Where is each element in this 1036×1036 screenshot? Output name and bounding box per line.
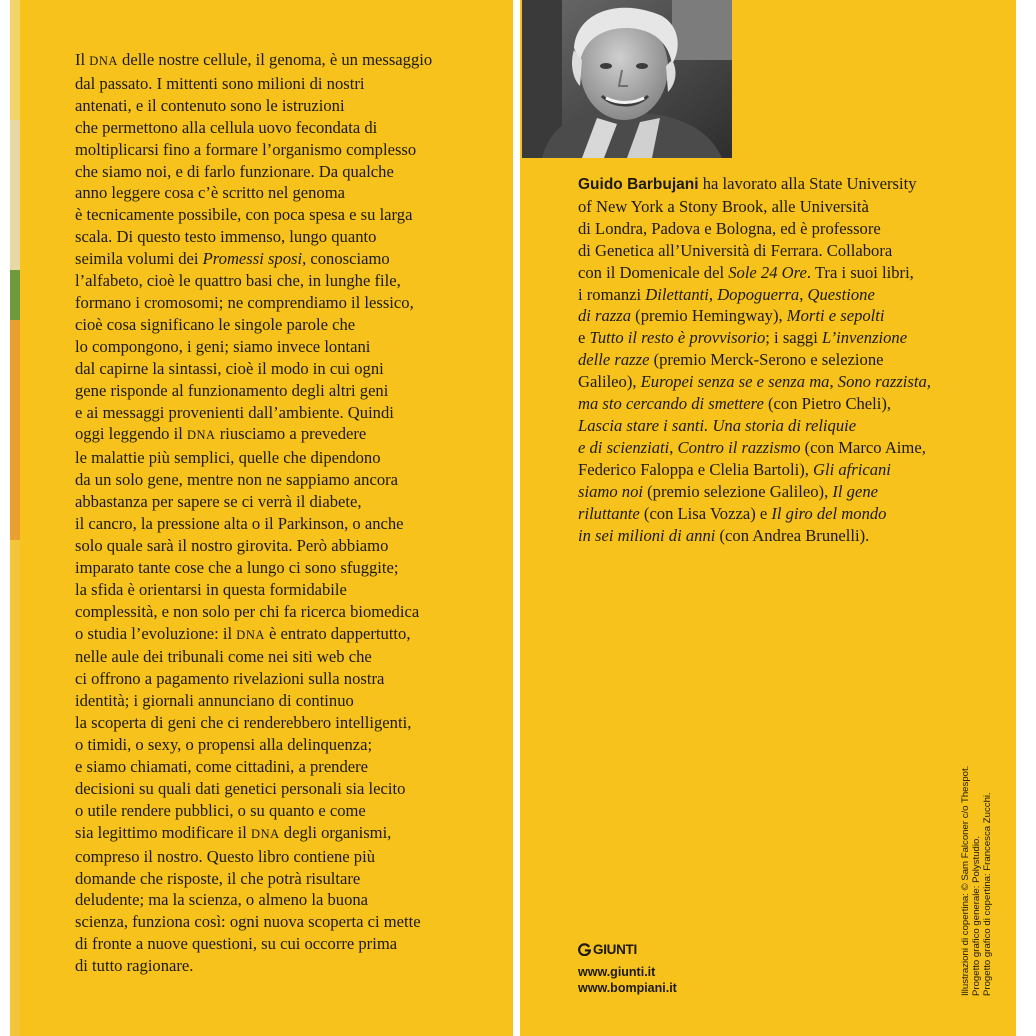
text-segment: che siamo noi, e di farlo funzionare. Da qualche <box>75 161 394 181</box>
book-title: Morti e sepolti <box>786 306 885 326</box>
text-segment: moltiplicarsi fino a formare l’organismo complesso <box>75 139 417 159</box>
text-line <box>578 481 1008 503</box>
book-title: Lascia stare i santi. Una storia di reliquie <box>578 415 857 435</box>
text-segment: antenati, e il contenuto sono le istruzioni <box>75 95 345 115</box>
book-title: e di scienziati <box>578 437 670 457</box>
text-segment: DNA <box>187 428 216 443</box>
text-line <box>75 601 515 623</box>
text-segment: . Tra i suoi libri, <box>806 262 914 282</box>
text-segment: identità; i giornali annunciano di continuo <box>75 691 354 711</box>
publisher-logo <box>578 942 637 957</box>
text-segment: of New York a Stony Brook, alle Università <box>578 196 869 216</box>
text-segment: deludente; ma la scienza, o almeno la buona <box>75 890 369 910</box>
text-segment: (con Pietro Cheli), <box>763 394 892 414</box>
book-title: L’invenzione <box>822 328 908 348</box>
website-link-giunti[interactable]: www.giunti.it <box>578 965 656 979</box>
text-line <box>75 447 515 469</box>
text-line <box>75 846 515 868</box>
text-segment: riusciamo a prevedere <box>215 424 367 444</box>
text-line <box>75 579 515 601</box>
text-segment: (con Andrea Brunelli). <box>715 525 870 545</box>
text-line <box>75 911 515 933</box>
credit-line: Progetto grafico generale: Polystudio. <box>971 836 982 996</box>
book-title: Gli africani <box>813 459 891 479</box>
book-title: Sono razzista, <box>837 372 931 392</box>
text-segment: ha lavorato alla State University <box>698 174 917 193</box>
text-segment: che permettono alla cellula uovo fecondata di <box>75 117 378 137</box>
text-line <box>75 226 515 248</box>
book-title: Tutto il resto è provvisorio <box>589 328 766 348</box>
text-segment: nelle aule dei tribunali come nei siti web che <box>75 647 372 667</box>
text-segment: dal passato. I mittenti sono milioni di nostri <box>75 73 365 93</box>
text-segment: scienza, funziona così: ogni nuova scoperta ci mette <box>75 912 421 932</box>
credit-line: Progetto grafico di copertina: Francesca Zucchi. <box>982 792 993 996</box>
text-line <box>75 868 515 890</box>
text-line <box>75 139 515 161</box>
text-line <box>75 734 515 756</box>
author-name: Guido Barbujani <box>578 176 699 193</box>
text-line <box>75 161 515 183</box>
text-line <box>75 690 515 712</box>
book-title: riluttante <box>578 503 640 523</box>
author-bio-text <box>578 173 1008 546</box>
text-segment: di tutto ragionare. <box>75 956 194 976</box>
credit-line: Illustrazioni di copertina: © Sam Falconer c/o Thespot. <box>960 765 971 996</box>
text-line <box>75 668 515 690</box>
text-segment: lo compongono, i geni; siamo invece lontani <box>75 336 371 356</box>
text-line <box>75 95 515 117</box>
text-segment: di fronte a nuove questioni, su cui occorre prima <box>75 934 398 954</box>
text-line <box>75 423 515 447</box>
book-title: Dilettanti <box>645 284 709 304</box>
website-link-bompiani[interactable]: www.bompiani.it <box>578 981 677 995</box>
text-segment: e ai messaggi provenienti dall’ambiente. Quindi <box>75 402 394 422</box>
text-line <box>578 327 1008 349</box>
giunti-logo-mark-icon <box>578 943 591 956</box>
text-segment: di Genetica all’Università di Ferrara. Collabora <box>578 240 893 260</box>
text-line <box>75 73 515 95</box>
text-segment: è tecnicamente possibile, con poca spesa e su larga <box>75 205 413 225</box>
text-segment: imparato tante cose che a lungo ci sono sfuggite; <box>75 557 399 577</box>
text-line <box>578 284 1008 306</box>
publisher-websites <box>578 964 677 996</box>
book-blurb-text <box>75 49 515 977</box>
text-line <box>75 358 515 380</box>
text-line <box>578 459 1008 481</box>
text-segment: oggi leggendo il <box>75 424 187 444</box>
text-segment: l’alfabeto, cioè le quattro basi che, in lunghe file, <box>75 271 401 291</box>
text-line <box>578 437 1008 459</box>
text-segment: DNA <box>236 627 265 642</box>
text-line <box>75 49 515 73</box>
text-line <box>75 380 515 402</box>
text-line <box>578 173 1008 196</box>
text-segment: di Londra, Padova e Bologna, ed è professore <box>578 218 881 238</box>
text-segment: (premio selezione Galileo), <box>643 481 833 501</box>
text-segment: da un solo gene, mentre non ne sappiamo ancora <box>75 470 399 490</box>
text-segment: Galileo), <box>578 372 641 392</box>
text-line <box>75 712 515 734</box>
cover-credits <box>960 766 993 996</box>
text-line <box>75 513 515 535</box>
text-line <box>578 262 1008 284</box>
text-segment: la sfida è orientarsi in questa formidabile <box>75 579 347 599</box>
text-line <box>578 196 1008 218</box>
text-segment: degli organismi, <box>279 822 392 842</box>
text-segment: abbastanza per sapere se ci verrà il diabete, <box>75 492 362 512</box>
text-segment: le malattie più semplici, quelle che dipendono <box>75 448 381 468</box>
text-segment: seimila volumi dei <box>75 249 203 269</box>
text-line <box>75 292 515 314</box>
text-segment: , <box>829 372 838 392</box>
text-line <box>75 117 515 139</box>
text-segment: , <box>669 437 678 457</box>
text-segment: o timidi, o sexy, o propensi alla delinquenza; <box>75 735 373 755</box>
text-line <box>75 756 515 778</box>
book-title: delle razze <box>578 350 650 370</box>
text-segment: ; i saggi <box>765 328 822 348</box>
text-segment: e siamo chiamati, come cittadini, a prendere <box>75 757 369 776</box>
text-segment: gene risponde al funzionamento degli altri geni <box>75 380 389 400</box>
text-line <box>75 955 515 977</box>
text-segment: dal capirne la sintassi, cioè il modo in cui ogni <box>75 358 384 378</box>
text-line <box>578 349 1008 371</box>
text-segment: sia legittimo modificare il <box>75 822 252 842</box>
text-line <box>75 557 515 579</box>
text-segment: (con Lisa Vozza) e <box>639 503 772 523</box>
text-line <box>75 623 515 647</box>
text-segment: (premio Hemingway), <box>631 306 787 326</box>
book-title: siamo noi <box>578 481 643 501</box>
text-line <box>578 503 1008 525</box>
text-segment: complessità, e non solo per chi fa ricerca biomedica <box>75 601 420 621</box>
text-segment: o utile rendere pubblici, o su quanto e come <box>75 800 366 820</box>
text-line <box>75 933 515 955</box>
text-segment: domande che risposte, il che potrà risultare <box>75 868 361 888</box>
book-title: di razza <box>578 306 632 326</box>
book-title: Il giro del mondo <box>771 503 887 523</box>
book-title: Europei senza se e senza ma <box>640 372 830 392</box>
text-line <box>75 336 515 358</box>
text-line <box>75 822 515 846</box>
text-segment: , <box>799 284 808 304</box>
book-title: Sole 24 Ore <box>728 262 807 282</box>
text-segment: (premio Merck-Serono e selezione <box>649 350 884 370</box>
book-title: Contro il razzismo <box>677 437 801 457</box>
publisher-logo-text: GIUNTI <box>593 942 637 957</box>
text-segment: compreso il nostro. Questo libro contiene più <box>75 846 376 866</box>
text-segment: è entrato dappertutto, <box>264 623 411 643</box>
text-line <box>75 646 515 668</box>
text-segment: la scoperta di geni che ci renderebbero intelligenti, <box>75 713 412 733</box>
text-segment: , <box>708 284 718 304</box>
author-portrait-photo <box>522 0 732 158</box>
text-segment: o studia l’evoluzione: il <box>75 623 237 643</box>
text-line <box>75 402 515 424</box>
book-title: Questione <box>807 284 875 304</box>
book-title: Dopoguerra <box>717 284 800 304</box>
text-segment: Federico Faloppa e Clelia Bartoli), <box>578 459 814 479</box>
text-line <box>75 535 515 557</box>
text-segment: ci offrono a pagamento rivelazioni sulla nostra <box>75 669 385 689</box>
text-line <box>75 778 515 800</box>
text-line <box>578 240 1008 262</box>
text-segment: con il Domenicale del <box>578 262 729 282</box>
text-segment: il cancro, la pressione alta o il Parkinson, o anche <box>75 514 404 534</box>
text-segment: decisioni su quali dati genetici personali sia lecito <box>75 778 406 798</box>
book-title: in sei milioni di anni <box>578 525 716 545</box>
text-segment: scala. Di questo testo immenso, lungo quanto <box>75 227 377 247</box>
text-line <box>75 204 515 226</box>
text-line <box>75 270 515 292</box>
text-line <box>578 305 1008 327</box>
cover-edge-strip <box>0 0 20 1036</box>
text-segment: DNA <box>89 54 118 68</box>
book-title: ma sto cercando di smettere <box>578 394 764 414</box>
text-segment: i romanzi <box>578 284 646 304</box>
book-title: Il gene <box>832 481 878 501</box>
text-line <box>75 889 515 911</box>
text-line <box>578 415 1008 437</box>
text-segment: formano i cromosomi; ne comprendiamo il lessico, <box>75 292 414 312</box>
text-line <box>578 218 1008 240</box>
text-segment: , conosciamo <box>302 249 390 269</box>
text-segment: solo quale sarà il nostro girovita. Però abbiamo <box>75 535 389 555</box>
text-segment: e <box>578 328 590 348</box>
text-line <box>578 525 1008 547</box>
text-segment: Il <box>75 50 90 69</box>
text-segment: (con Marco Aime, <box>800 437 926 457</box>
book-title: Promessi sposi <box>202 249 303 269</box>
text-segment: DNA <box>251 826 280 841</box>
text-segment: cioè cosa significano le singole parole che <box>75 314 356 334</box>
text-segment: anno leggere cosa c’è scritto nel genoma <box>75 183 345 203</box>
text-line <box>578 393 1008 415</box>
flap-right-margin <box>1016 0 1036 1036</box>
text-segment: delle nostre cellule, il genoma, è un messaggio <box>117 50 433 69</box>
text-line <box>75 182 515 204</box>
text-line <box>578 371 1008 393</box>
text-line <box>75 248 515 270</box>
text-line <box>75 800 515 822</box>
text-line <box>75 469 515 491</box>
text-line <box>75 314 515 336</box>
text-line <box>75 491 515 513</box>
